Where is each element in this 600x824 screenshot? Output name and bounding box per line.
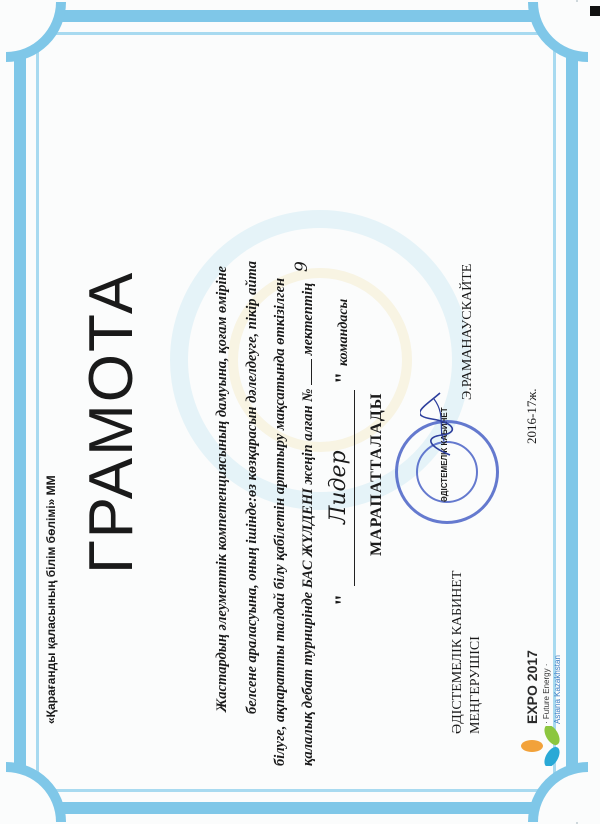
signer-role-line-2: МЕҢГЕРУШІСІ <box>468 636 483 734</box>
academic-year: 2016-17ж. <box>524 388 539 444</box>
logo-location: Astana Kazakhstan <box>553 655 562 724</box>
body-text-line-4 <box>300 283 317 766</box>
signer-name: Э.РАМАНАУСКАЙТЕ <box>460 263 475 400</box>
organization-header: «Қарағанды қаласының білім бөлімі» ММ <box>44 475 58 724</box>
team-suffix: командасы <box>336 298 351 366</box>
body-text-line-3: білуге, ақпаратты талдай білу қабілетін арттыру мақсатында өткізілген <box>272 277 288 766</box>
certificate-title: ГРАМОТА <box>77 270 146 574</box>
team-name-underline <box>354 390 355 586</box>
body-text-line-4-main: қалалық дебат турнирінде БАС ЖҮЛДЕНІ жеңіп алған № <box>300 388 316 766</box>
stamp-text: ӘДІСТЕМЕЛІК КАБИНЕТ <box>440 407 449 502</box>
school-number-handwritten: 9 <box>292 261 312 272</box>
quote-close: " <box>330 371 355 384</box>
handwritten-signature <box>420 389 460 459</box>
expo-2017-logo <box>520 646 580 766</box>
award-verb: МАРАПАТТАЛАДЫ <box>368 392 385 556</box>
body-text-line-2: белсене араласуына, оның ішінде:өз көзқарасын дәлелдеуге, пікір айта <box>244 261 260 714</box>
logo-tagline: · Future Energy · <box>542 663 551 724</box>
quote-open: " <box>330 593 355 606</box>
signer-role-line-1: ӘДІСТЕМЕЛІК КАБИНЕТ <box>450 570 465 734</box>
logo-name: EXPO 2017 <box>524 650 540 724</box>
body-text-line-1: Жастардың әлеуметтік компетенциясының дамуына, қоғам өміріне <box>214 266 230 712</box>
expo-flower-icon <box>520 726 572 766</box>
body-text-line-4-suffix: мектептің <box>300 282 316 356</box>
team-name-handwritten: Лидер <box>326 450 351 524</box>
